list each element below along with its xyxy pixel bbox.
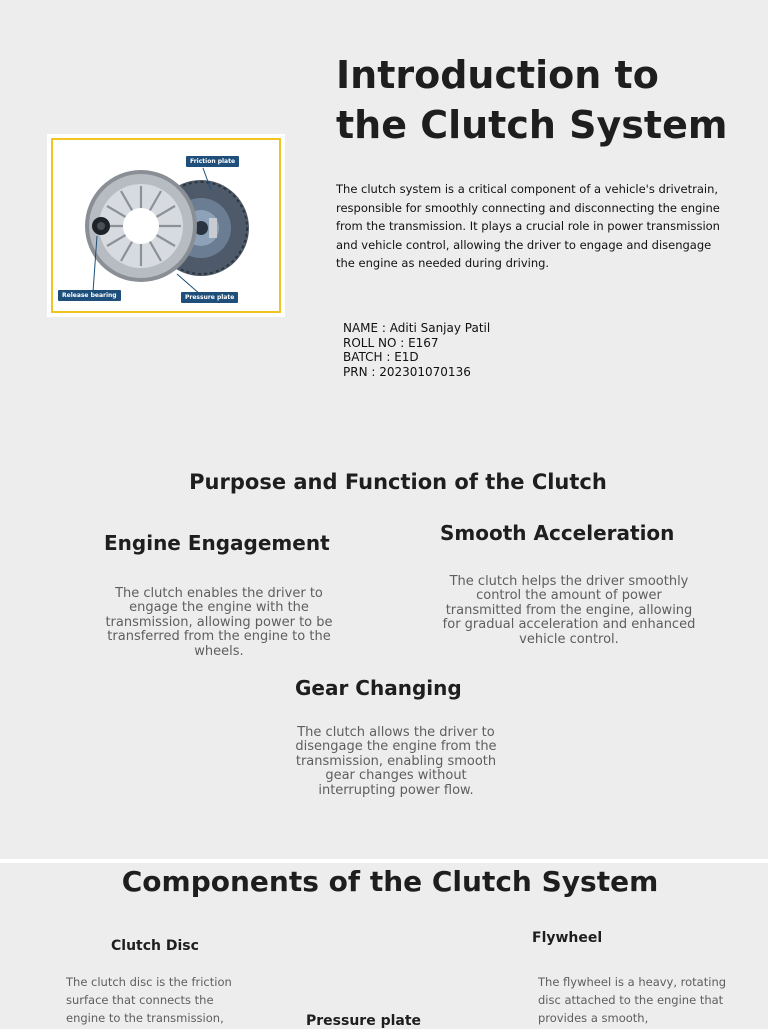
student-roll: ROLL NO : E167 (343, 335, 439, 350)
student-info (343, 321, 490, 379)
clutch-disc-heading: Clutch Disc (111, 938, 199, 954)
clutch-drawing (53, 140, 279, 311)
release-bearing-label: Release bearing (58, 290, 121, 301)
clutch-image (47, 134, 285, 317)
slide-intro (0, 0, 768, 430)
intro-description: The clutch system is a critical component of a vehicle's drivetrain, responsible for smoothly connecting and disconnecting the engine from the transmission. It plays a crucial role in power transmission and vehicle control, allowing the driver to engage and disengage the engine as needed during driving. (336, 182, 720, 271)
clutch-disc-text: The clutch disc is the friction surface that connects the engine to the transmission, (66, 975, 232, 1025)
student-prn: PRN : 202301070136 (343, 364, 471, 379)
purpose-title: Purpose and Function of the Clutch (189, 470, 607, 494)
slide-divider (0, 859, 768, 863)
intro-title: Introduction to the Clutch System (336, 53, 728, 147)
clutch-illustration (51, 138, 281, 313)
friction-plate-label: Friction plate (186, 156, 239, 167)
gear-changing-text: The clutch allows the driver to disengage the engine from the transmission, enabling smooth gear changes without interrupting power flow. (295, 725, 497, 798)
pressure-plate-heading: Pressure plate (306, 1013, 422, 1029)
gear-changing-heading: Gear Changing (295, 676, 462, 700)
pressure-plate-label: Pressure plate (181, 292, 238, 303)
smooth-acceleration-text: The clutch helps the driver smoothly control the amount of power transmitted from the engine, allowing for gradual acceleration and enhanced vehicle control. (442, 574, 696, 647)
engine-engagement-text: The clutch enables the driver to engage the engine with the transmission, allowing power to be transferred from the engine to the wheels. (105, 586, 333, 659)
flywheel-heading: Flywheel (532, 930, 603, 946)
smooth-acceleration-heading: Smooth Acceleration (440, 521, 675, 545)
engine-engagement-heading: Engine Engagement (104, 531, 330, 555)
components-title: Components of the Clutch System (121, 865, 659, 898)
student-batch: BATCH : E1D (343, 350, 419, 364)
student-name: NAME : Aditi Sanjay Patil (343, 321, 491, 335)
flywheel-text: The flywheel is a heavy, rotating disc attached to the engine that provides a smooth, (538, 975, 727, 1025)
